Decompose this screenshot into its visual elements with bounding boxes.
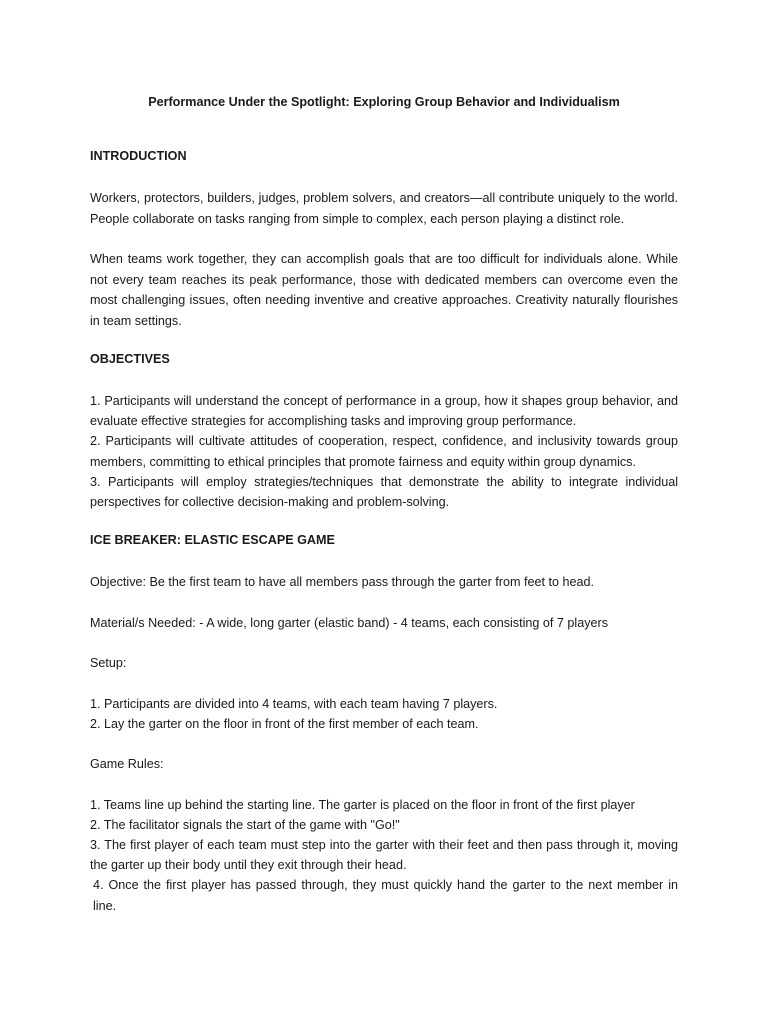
introduction-paragraph-1: Workers, protectors, builders, judges, problem solvers, and creators—all contribute uniquely to the world. People collaborate on tasks ranging from simple to complex, each person playing a distinct role. [90, 191, 678, 226]
rule-item-3: 3. The first player of each team must step into the garter with their feet and then pass through it, moving the garter up their body until they exit through their head. [90, 838, 678, 873]
document-title: Performance Under the Spotlight: Exploring Group Behavior and Individualism [148, 95, 620, 109]
icebreaker-heading: ICE BREAKER: ELASTIC ESCAPE GAME [90, 533, 335, 548]
objective-item-2: 2. Participants will cultivate attitudes of cooperation, respect, confidence, and inclusivity towards group members, committing to ethical principles that promote fairness and equity within group dynamics. [90, 434, 678, 469]
objectives-list [90, 391, 678, 512]
objective-item-1: 1. Participants will understand the concept of performance in a group, how it shapes group behavior, and evaluate effective strategies for accomplishing tasks and improving group performance. [90, 394, 678, 429]
objective-item-3: 3. Participants will employ strategies/techniques that demonstrate the ability to integrate individual perspectives for collective decision-making and problem-solving. [90, 474, 678, 510]
rules-label: Game Rules: [90, 757, 164, 772]
rule-item-4: 4. Once the first player has passed through, they must quickly hand the garter to the next member in line. [93, 878, 678, 913]
rule-item-2: 2. The facilitator signals the start of the game with "Go!" [90, 817, 400, 832]
setup-item-2: 2. Lay the garter on the floor in front of the first member of each team. [90, 716, 479, 731]
objectives-heading: OBJECTIVES [90, 352, 170, 366]
document-body [90, 94, 678, 936]
introduction-paragraph-2: When teams work together, they can accomplish goals that are too difficult for individuals alone. While not every team reaches its peak performance, those with dedicated members can overcome even the most challenging issues, often needing inventive and creative approaches. Creativity naturally flourishes in team settings. [90, 252, 678, 328]
setup-list [90, 694, 678, 734]
icebreaker-materials: Material/s Needed: - A wide, long garter (elastic band) - 4 teams, each consisting of 7 players [90, 615, 609, 630]
rule-item-1: 1. Teams line up behind the starting line. The garter is placed on the floor in front of the first player [90, 797, 635, 812]
introduction-heading: INTRODUCTION [90, 149, 187, 163]
setup-label: Setup: [90, 656, 127, 671]
icebreaker-objective: Objective: Be the first team to have all members pass through the garter from feet to head. [90, 575, 595, 590]
setup-item-1: 1. Participants are divided into 4 teams, with each team having 7 players. [90, 696, 498, 711]
rules-list [90, 795, 678, 916]
